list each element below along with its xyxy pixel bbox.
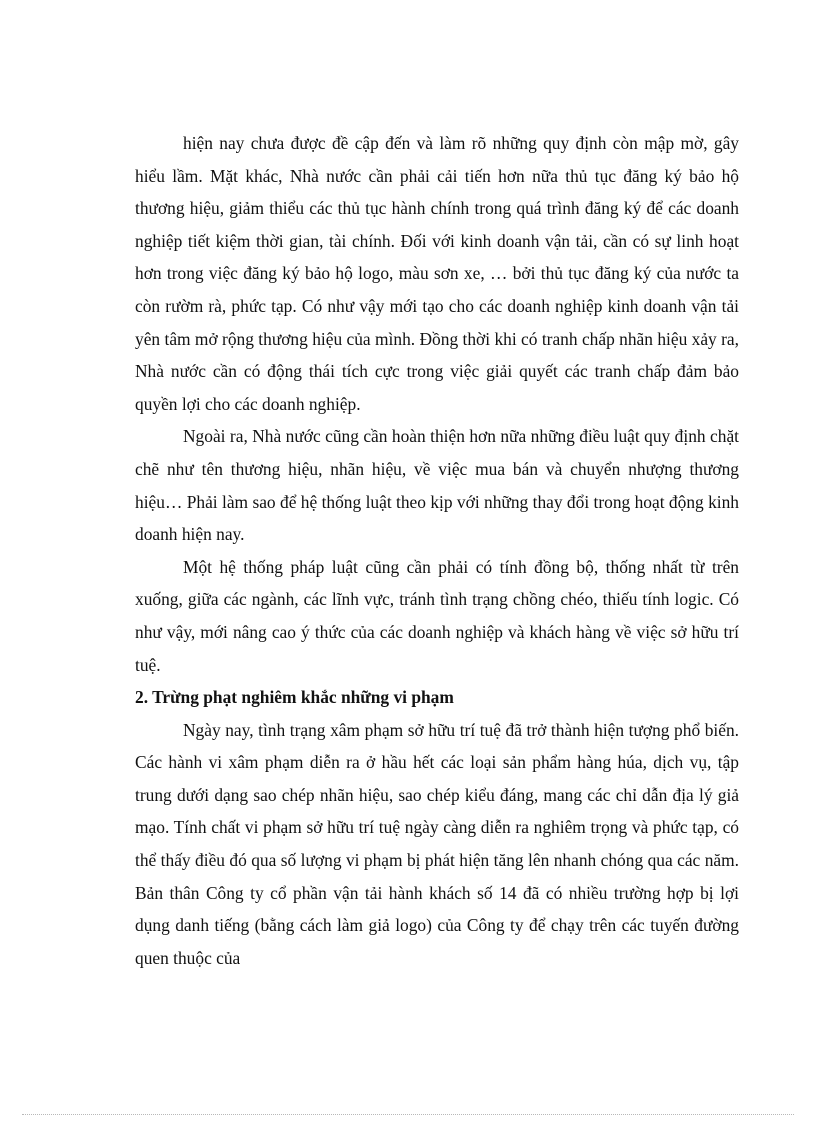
paragraph-legal-refinement: Ngoài ra, Nhà nước cũng cần hoàn thiện hơn nữa những điều luật quy định chặt chẽ như tên thương hiệu, nhãn hiệu, về việc mua bán và chuyển nhượng thương hiệu… Phải làm sao để hệ thống luật theo kịp với những thay đổi trong hoạt động kinh doanh hiện nay. — [135, 426, 739, 545]
paragraph-continued: hiện nay chưa được đề cập đến và làm rõ những quy định còn mập mờ, gây hiểu lầm. Mặt khác, Nhà nước cần phải cải tiến hơn nữa thủ tục đăng ký bảo hộ thương hiệu, giảm thiểu các thủ tục hành chính trong quá trình đăng ký để các doanh nghiệp tiết kiệm thời gian, tài chính. Đối với kinh doanh vận tải, cần có sự linh hoạt hơn trong việc đăng ký bảo hộ logo, màu sơn xe, … bởi thủ tục đăng ký của nước ta còn rườm rà, phức tạp. Có như vậy mới tạo cho các doanh nghiệp kinh doanh vận tải yên tâm mở rộng thương hiệu của mình. Đồng thời khi có tranh chấp nhãn hiệu xảy ra, Nhà nước cần có động thái tích cực trong việc giải quyết các tranh chấp đảm bảo quyền lợi cho các doanh nghiệp. — [135, 133, 739, 414]
page-bottom-divider — [22, 1114, 794, 1115]
paragraph-legal-consistency: Một hệ thống pháp luật cũng cần phải có tính đồng bộ, thống nhất từ trên xuống, giữa các ngành, các lĩnh vực, tránh tình trạng chồng chéo, thiếu tính logic. Có như vậy, mới nâng cao ý thức của các doanh nghiệp và khách hàng về việc sở hữu trí tuệ. — [135, 556, 739, 675]
section-heading: 2. Trừng phạt nghiêm khắc những vi phạm — [135, 687, 454, 708]
paragraph-violations: Ngày nay, tình trạng xâm phạm sở hữu trí tuệ đã trở thành hiện tượng phổ biến. Các hành vi xâm phạm diễn ra ở hầu hết các loại sản phẩm hàng húa, dịch vụ, tập trung dưới dạng sao chép nhãn hiệu, sao chép kiểu đáng, mang các chỉ dẫn địa lý giả mạo. Tính chất vi phạm sở hữu trí tuệ ngày càng diễn ra nghiêm trọng và phức tạp, có thể thấy điều đó qua số lượng vi phạm bị phát hiện tăng lên nhanh chóng qua các năm. Bản thân Công ty cổ phần vận tải hành khách số 14 đã có nhiều trường hợp bị lợi dụng danh tiếng (bằng cách làm giả logo) của Công ty để chạy trên các tuyến đường quen thuộc của — [135, 719, 739, 968]
document-body — [135, 127, 739, 974]
